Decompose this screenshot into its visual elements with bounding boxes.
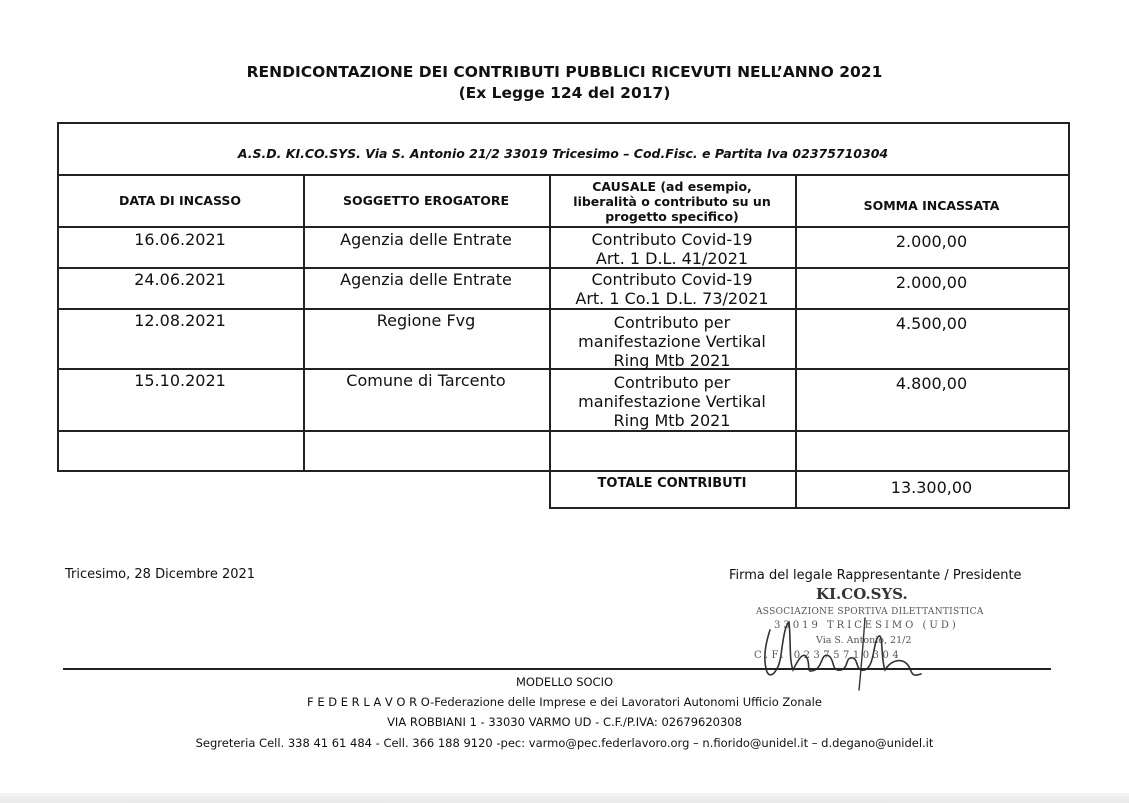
- footer-federation: F E D E R L A V O R O-Federazione delle Imprese e dei Lavoratori Autonomi Ufficio Zonale: [307, 695, 822, 709]
- row-3-cause-line-1: Contributo per: [613, 313, 731, 332]
- header-payer: SOGGETTO EROGATORE: [342, 193, 510, 208]
- header-date: DATA DI INCASSO: [118, 193, 242, 208]
- signature-label: Firma del legale Rappresentante / Presidente: [729, 568, 1022, 583]
- row-3-cause-line-2: manifestazione Vertikal: [578, 332, 766, 351]
- page-bottom-edge: [0, 793, 1129, 803]
- title-line-2: (Ex Legge 124 del 2017): [458, 84, 671, 102]
- footer-divider: [63, 668, 1051, 670]
- row-4-cause-line-3: Ring Mtb 2021: [613, 411, 731, 430]
- stamp-name: KI.CO.SYS.: [816, 585, 908, 603]
- row-4-cause-line-1: Contributo per: [613, 373, 731, 392]
- row-2-cause-line-1: Contributo Covid-19: [591, 270, 753, 289]
- organization-header: A.S.D. KI.CO.SYS. Via S. Antonio 21/2 33019 Tricesimo – Cod.Fisc. e Partita Iva 02375710304: [237, 146, 889, 161]
- row-3-cause-line-3: Ring Mtb 2021: [613, 351, 731, 370]
- row-3-amount: 4.500,00: [895, 314, 968, 333]
- header-cause-line-1: CAUSALE (ad esempio,: [592, 179, 752, 194]
- header-amount: SOMMA INCASSATA: [863, 198, 1000, 213]
- row-2-amount: 2.000,00: [895, 273, 968, 292]
- row-4-date: 15.10.2021: [134, 371, 226, 390]
- document-title: [0, 62, 1129, 104]
- place-date: Tricesimo, 28 Dicembre 2021: [65, 567, 256, 582]
- header-cause-line-3: progetto specifico): [605, 209, 739, 224]
- row-4-payer: Comune di Tarcento: [346, 371, 506, 390]
- row-3-date: 12.08.2021: [134, 311, 226, 330]
- row-2-cause: [549, 270, 795, 308]
- row-2-cause-line-2: Art. 1 Co.1 D.L. 73/2021: [575, 289, 769, 308]
- row-4-cause-line-2: manifestazione Vertikal: [578, 392, 766, 411]
- stamp-line-4: C.F. 02375710304: [754, 650, 903, 661]
- row-1-date: 16.06.2021: [134, 230, 226, 249]
- row-4-cause: [549, 373, 795, 430]
- total-label: TOTALE CONTRIBUTI: [597, 476, 747, 491]
- row-4-amount: 4.800,00: [895, 374, 968, 393]
- footer-model: MODELLO SOCIO: [515, 675, 614, 689]
- footer-contacts: Segreteria Cell. 338 41 61 484 - Cell. 366 188 9120 -pec: varmo@pec.federlavoro.org – n.fiorido@unidel.it – d.degano@unidel.it: [195, 736, 934, 750]
- row-3-payer: Regione Fvg: [376, 311, 476, 330]
- total-value: 13.300,00: [890, 478, 973, 497]
- row-1-cause: [549, 230, 795, 268]
- row-2-date: 24.06.2021: [134, 270, 226, 289]
- title-line-1: RENDICONTAZIONE DEI CONTRIBUTI PUBBLICI RICEVUTI NELL’ANNO 2021: [246, 63, 883, 81]
- row-1-cause-line-1: Contributo Covid-19: [591, 230, 753, 249]
- header-cause: [549, 179, 795, 224]
- row-2-payer: Agenzia delle Entrate: [340, 270, 512, 289]
- footer-address: VIA ROBBIANI 1 - 33030 VARMO UD - C.F./P.IVA: 02679620308: [387, 715, 742, 729]
- row-1-amount: 2.000,00: [895, 232, 968, 251]
- header-cause-line-2: liberalità o contributo su un: [573, 194, 771, 209]
- stamp-line-3: Via S. Antonio, 21/2: [816, 635, 912, 646]
- stamp-line-2: 33019 TRICESIMO (UD): [774, 620, 959, 631]
- row-1-payer: Agenzia delle Entrate: [340, 230, 512, 249]
- row-3-cause: [549, 313, 795, 370]
- stamp-line-1: ASSOCIAZIONE SPORTIVA DILETTANTISTICA: [756, 607, 984, 617]
- row-1-cause-line-2: Art. 1 D.L. 41/2021: [595, 249, 749, 268]
